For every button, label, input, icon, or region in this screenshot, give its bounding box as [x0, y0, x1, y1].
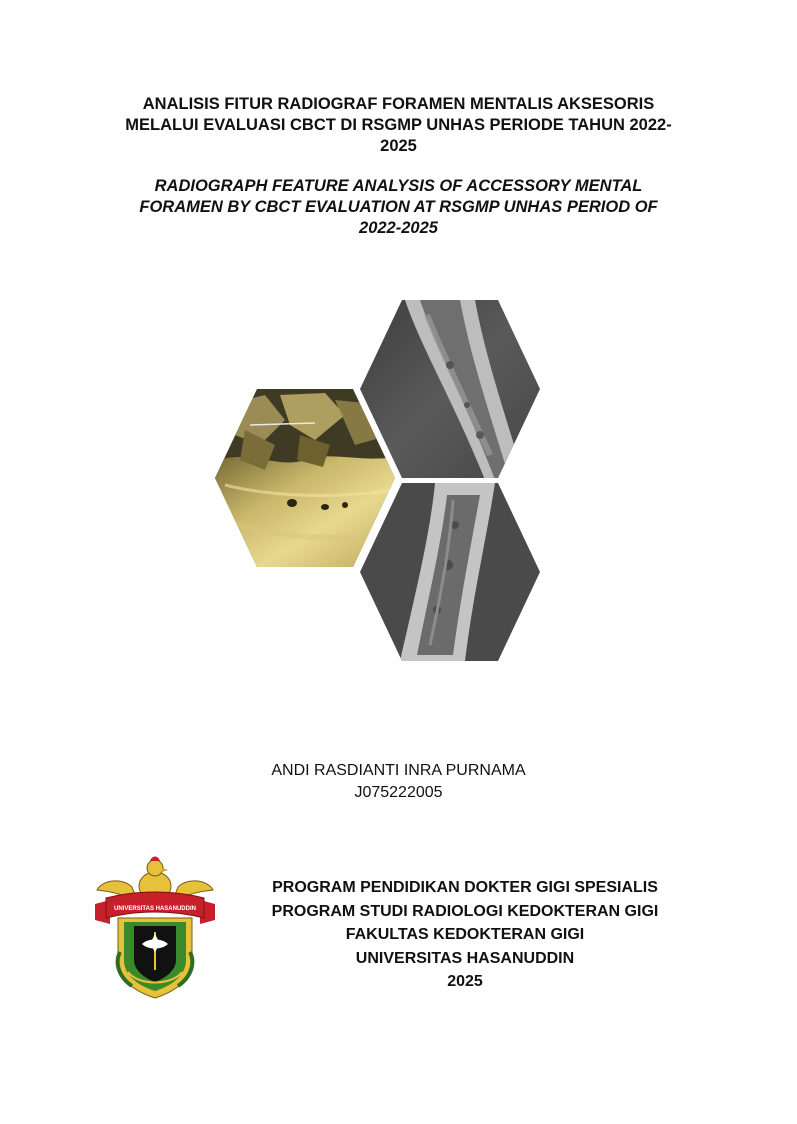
title-line: 2022-2025 [359, 219, 438, 237]
author-student-id: J075222005 [354, 784, 443, 801]
thesis-title-indonesian [60, 94, 737, 157]
title-line: FORAMEN BY CBCT EVALUATION AT RSGMP UNHAS PERIOD OF [139, 198, 658, 216]
author-name: ANDI RASDIANTI INRA PURNAMA [271, 762, 526, 779]
author-block [0, 760, 797, 804]
cbct-hexagon-figure [205, 295, 545, 665]
university-logo [92, 852, 218, 1002]
institution-block [225, 876, 705, 994]
title-line: ANALISIS FITUR RADIOGRAF FORAMEN MENTALIS AKSESORIS [142, 95, 655, 113]
thesis-title-english [60, 176, 737, 239]
logo-shield [118, 918, 193, 998]
institution-line: UNIVERSITAS HASANUDDIN [355, 949, 575, 967]
title-line: 2025 [380, 137, 417, 155]
title-line: RADIOGRAPH FEATURE ANALYSIS OF ACCESSORY MENTAL [154, 177, 643, 195]
institution-line: PROGRAM PENDIDIKAN DOKTER GIGI SPESIALIS [272, 879, 658, 896]
institution-year: 2025 [447, 973, 483, 990]
logo-banner-text: UNIVERSITAS HASANUDDIN [114, 906, 196, 912]
institution-line: FAKULTAS KEDOKTERAN GIGI [345, 926, 585, 943]
institution-line: PROGRAM STUDI RADIOLOGI KEDOKTERAN GIGI [271, 902, 659, 920]
cbct-section-lower [355, 480, 545, 665]
title-line: MELALUI EVALUASI CBCT DI RSGMP UNHAS PERIODE TAHUN 2022- [125, 116, 672, 134]
